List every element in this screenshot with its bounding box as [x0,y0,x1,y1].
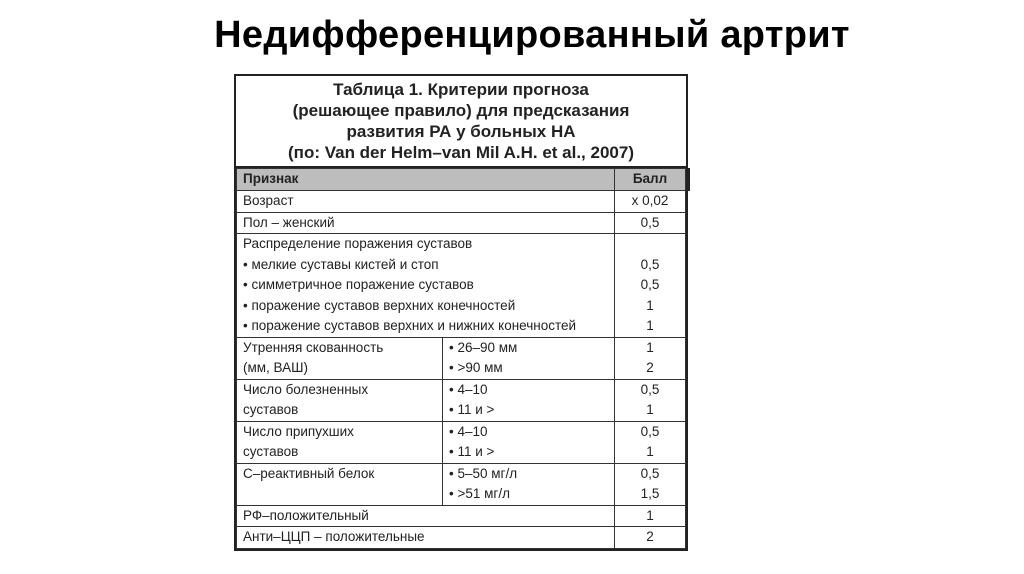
table-header-row [237,169,686,191]
score-cell-line: 0,5 [640,465,660,481]
table-row-split [237,463,686,505]
feature-cell [237,379,443,421]
table-row-distribution [237,234,686,338]
feature-cell-line: С–реактивный белок [243,465,375,481]
feature-cell: РФ–положительный [237,505,615,527]
score-cell: 1 [615,505,686,527]
score-cell [615,463,686,505]
feature-cell: Возраст [237,191,615,213]
feature-cell-line: Число болезненных [243,381,369,397]
option-cell-line: • 26–90 мм [449,339,518,355]
score-cell [615,234,686,338]
option-cell [443,379,615,421]
option-cell-line: • 4–10 [449,381,488,397]
option-cell-line: • 5–50 мг/л [449,465,518,481]
score-value: 0,5 [640,256,660,272]
score-value: 1 [646,318,654,333]
score-cell-line: 2 [646,360,654,375]
feature-cell: Анти–ЦЦП – положительные [237,527,615,549]
feature-cell-line: Утренняя скованность [243,339,384,355]
slide-title: Недифференцированный артрит [214,14,850,56]
option-cell [443,463,615,505]
caption-line: (по: Van der Helm–van Mil A.H. et al., 2007) [288,143,634,162]
score-cell-line: 1 [646,444,654,459]
score-cell: 0,5 [615,212,686,234]
score-cell [615,379,686,421]
feature-cell [237,463,443,505]
header-score: Балл [615,169,686,191]
prognosis-criteria-table [234,74,688,551]
distribution-title: Распределение поражения суставов [243,236,473,251]
table-row-split [237,337,686,379]
feature-cell [237,234,615,338]
caption-line: (решающее правило) для предсказания [292,101,630,120]
table-row [237,527,686,549]
list-item: • поражение суставов верхних конечностей [243,297,516,313]
score-cell: 2 [615,527,686,549]
table-row-split [237,421,686,463]
caption-line: развития РА у больных НА [346,122,576,141]
option-cell-line: • >51 мг/л [449,486,510,501]
table-row-split [237,379,686,421]
list-item: • поражение суставов верхних и нижних конечностей [243,318,577,333]
option-cell-line: • 11 и > [449,444,495,459]
score-cell-line: 0,5 [640,381,660,397]
feature-cell-line: суставов [243,444,299,459]
option-cell-line: • >90 мм [449,360,503,375]
table-row [237,212,686,234]
option-cell-line: • 4–10 [449,423,488,439]
list-item: • симметричное поражение суставов [243,277,474,292]
feature-cell-line [243,484,436,505]
feature-cell-line: суставов [243,402,299,417]
score-cell-line: 1 [646,402,654,417]
feature-cell: Пол – женский [237,212,615,234]
score-value: 0,5 [640,277,660,292]
list-item: • мелкие суставы кистей и стоп [243,256,439,272]
option-cell [443,337,615,379]
option-cell [443,421,615,463]
table-row [237,191,686,213]
score-cell: x 0,02 [615,191,686,213]
score-cell [615,337,686,379]
criteria-table [236,168,686,549]
feature-cell [237,337,443,379]
table-row [237,505,686,527]
score-cell [615,421,686,463]
option-cell-line: • 11 и > [449,402,495,417]
feature-cell-line: (мм, ВАШ) [243,360,308,375]
header-feature: Признак [237,169,615,191]
table-caption [236,76,686,168]
header-edge [687,168,690,191]
score-value: 1 [646,297,654,313]
score-cell-line: 1,5 [640,486,660,501]
feature-cell [237,421,443,463]
caption-line: Таблица 1. Критерии прогноза [333,80,589,99]
feature-cell-line: Число припухших [243,423,354,439]
score-cell-line: 1 [646,339,654,355]
score-cell-line: 0,5 [640,423,660,439]
